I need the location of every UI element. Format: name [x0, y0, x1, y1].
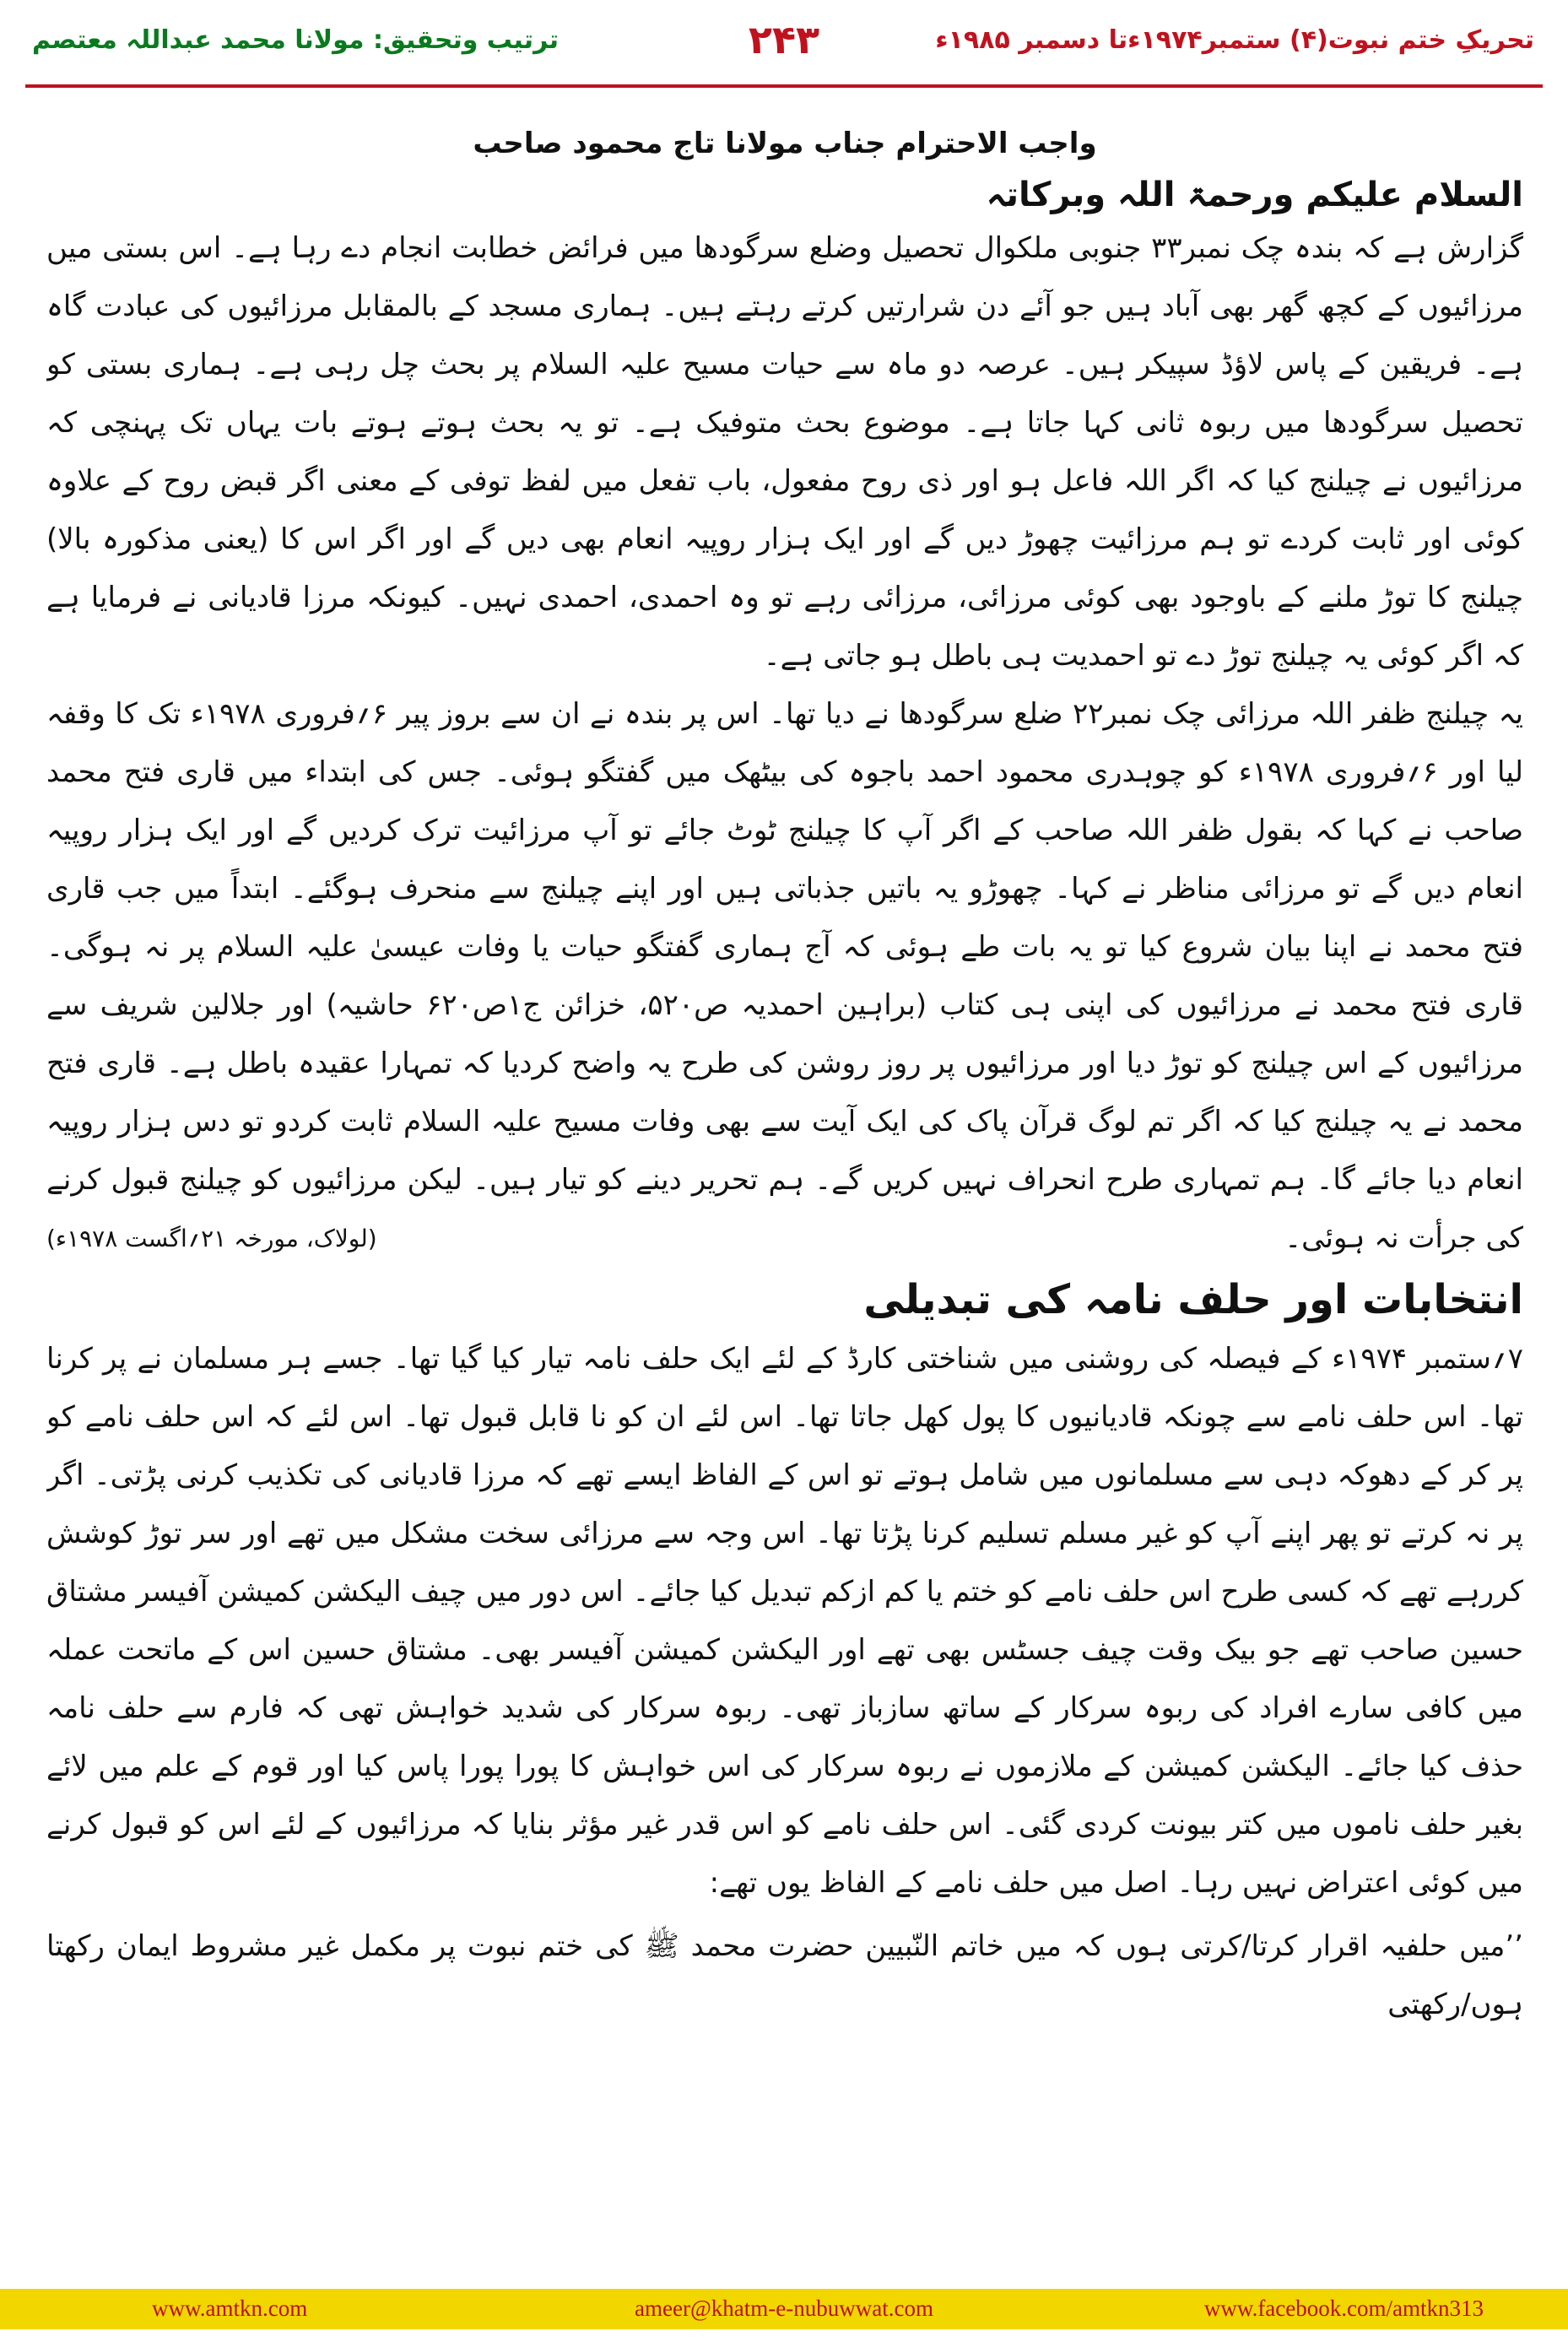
letter-paragraph-2: [46, 685, 1523, 1268]
header-book-title: تحریکِ ختم نبوت(۴) ستمبر۱۹۷۴ءتا دسمبر ۱۹۸۵ء: [935, 25, 1534, 55]
header-compiler-credit: ترتیب وتحقیق: مولانا محمد عبداللہ معتصم: [32, 25, 559, 55]
source-citation: (لولاک، مورخہ ۲۱؍اگست ۱۹۷۸ء): [46, 1225, 377, 1252]
affidavit-quote: ’’میں حلفیہ اقرار کرتا/کرتی ہوں کہ میں خاتم النّبیین حضرت محمد ﷺ کی ختم نبوت پر مکمل غیر مشروط ایمان رکھتا ہوں/رکھتی: [46, 1929, 1523, 2021]
page-number: ۲۴۳: [748, 17, 820, 62]
letter-paragraph-1: گزارش ہے کہ بندہ چک نمبر۳۳ جنوبی ملکوال تحصیل وضلع سرگودھا میں فرائض خطابت انجام دے رہا ہے۔ اس بستی میں مرزائیوں کے کچھ گھر بھی آباد ہیں جو آئے دن شرارتیں کرتے رہتے ہیں۔ ہماری مسجد کے بالمقابل مرزائیوں کی عبادت گاہ ہے۔ فریقین کے پاس لاؤڈ سپیکر ہیں۔ عرصہ دو ماہ سے حیات مسیح علیہ السلام پر بحث چل رہی ہے۔ ہماری بستی کو تحصیل سرگودھا میں ربوہ ثانی کہا جاتا ہے۔ موضوع بحث متوفیک ہے۔ تو یہ بحث ہوتے ہوتے بات یہاں تک پہنچی کہ مرزائیوں نے چیلنج کیا کہ اگر اللہ فاعل ہو اور ذی روح مفعول، باب تفعل میں لفظ توفی کے معنی اگر قبض روح کے علاوہ کوئی اور ثابت کردے تو ہم مرزائیت چھوڑ دیں گے اور ایک ہزار روپیہ انعام بھی دیں گے اور اگر اس کا (یعنی مذکورہ بالا) چیلنج کا توڑ ملنے کے باوجود بھی کوئی مرزائی، مرزائی رہے تو وہ احمدی، احمدی نہیں۔ کیونکہ مرزا قادیانی نے فرمایا ہے کہ اگر کوئی یہ چیلنج توڑ دے تو احمدیت ہی باطل ہو جاتی ہے۔: [46, 231, 1523, 673]
letter-subject: واجب الاحترام جناب مولانا تاج محمود صاحب: [473, 127, 1097, 160]
page-footer: [0, 2289, 1568, 2329]
section-heading: انتخابات اور حلف نامہ کی تبدیلی: [863, 1276, 1523, 1323]
page-header: [0, 0, 1568, 84]
letter-paragraph-2-text: یہ چیلنج ظفر اللہ مرزائی چک نمبر۲۲ ضلع سرگودھا نے دیا تھا۔ اس پر بندہ نے ان سے بروز پیر ۶؍فروری ۱۹۷۸ء تک کا وقفہ لیا اور ۶؍فروری ۱۹۷۸ء کو چوہدری محمود احمد باجوہ کی بیٹھک میں گفتگو ہوئی۔ جس کی ابتداء میں قاری فتح محمد صاحب نے کہا کہ بقول ظفر اللہ صاحب کے اگر آپ کا چیلنج ٹوٹ جائے تو آپ مرزائیت ترک کردیں گے اور ایک ہزار روپیہ انعام دیں گے تو مرزائی مناظر نے کہا۔ چھوڑو یہ باتیں جذباتی ہیں اور اپنے چیلنج سے منحرف ہوگئے۔ ابتداً میں جب قاری فتح محمد نے اپنا بیان شروع کیا تو یہ بات طے ہوئی کہ آج ہماری گفتگو حیات یا وفات عیسیٰ علیہ السلام پر نہ ہوگی۔ قاری فتح محمد نے مرزائیوں کی اپنی ہی کتاب (براہین احمدیہ ص۵۲۰، خزائن ج۱ص۶۲۰ حاشیہ) اور جلالین شریف سے مرزائیوں کے اس چیلنج کو توڑ دیا اور مرزائیوں پر روز روشن کی طرح یہ واضح کردیا کہ تمہارا عقیدہ باطل ہے۔ قاری فتح محمد نے یہ چیلنج کیا کہ اگر تم لوگ قرآن پاک کی ایک آیت سے بھی وفات مسیح علیہ السلام ثابت کردو تو دس ہزار روپیہ انعام دیا جائے گا۔ ہم تمہاری طرح انحراف نہیں کریں گے۔ ہم تحریر دینے کو تیار ہیں۔ لیکن مرزائیوں کو چیلنج قبول کرنے کی جرأت نہ ہوئی۔: [46, 697, 1523, 1255]
letter-greeting: السلام علیکم ورحمۃ اللہ وبرکاتہ: [986, 176, 1523, 214]
section-paragraph: ۷؍ستمبر ۱۹۷۴ء کے فیصلہ کی روشنی میں شناختی کارڈ کے لئے ایک حلف نامہ تیار کیا گیا تھا۔ جسے ہر مسلمان نے پر کرنا تھا۔ اس حلف نامے سے چونکہ قادیانیوں کا پول کھل جاتا تھا۔ اس لئے ان کو نا قابل قبول تھا۔ اس لئے کہ اس حلف نامے کو پر کر کے دھوکہ دہی سے مسلمانوں میں شامل ہوتے تو اس کے الفاظ ایسے تھے کہ مرزا قادیانی کی تکذیب کرنی پڑتی۔ اگر پر نہ کرتے تو پھر اپنے آپ کو غیر مسلم تسلیم کرنا پڑتا تھا۔ اس وجہ سے مرزائی سخت مشکل میں تھے اور سر توڑ کوشش کررہے تھے کہ کسی طرح اس حلف نامے کو ختم یا کم ازکم تبدیل کیا جائے۔ اس دور میں چیف الیکشن کمیشن آفیسر مشتاق حسین صاحب تھے جو بیک وقت چیف جسٹس بھی تھے اور الیکشن کمیشن آفیسر بھی۔ مشتاق حسین اس کے ماتحت عملہ میں کافی سارے افراد کی ربوہ سرکار کے ساتھ سازباز تھی۔ ربوہ سرکار کی شدید خواہش تھی کہ فارم سے حلف نامہ حذف کیا جائے۔ الیکشن کمیشن کے ملازموں نے ربوہ سرکار کی اس خواہش کا پورا پورا پاس کیا اور قوم کے علم میں لائے بغیر حلف ناموں میں کتر بیونت کردی گئی۔ اس حلف نامے کو اس قدر غیر مؤثر بنایا کہ مرزائیوں کے لئے اس کو قبول کرنے میں کوئی اعتراض نہیں رہا۔ اصل میں حلف نامے کے الفاظ یوں تھے:: [46, 1342, 1523, 1900]
footer-website-link[interactable]: www.amtkn.com: [152, 2296, 308, 2321]
header-divider: [25, 84, 1543, 88]
page-body: [46, 127, 1523, 2203]
footer-facebook-link[interactable]: www.facebook.com/amtkn313: [1203, 2296, 1484, 2321]
footer-email-link[interactable]: ameer@khatm-e-nubuwwat.com: [635, 2296, 933, 2321]
